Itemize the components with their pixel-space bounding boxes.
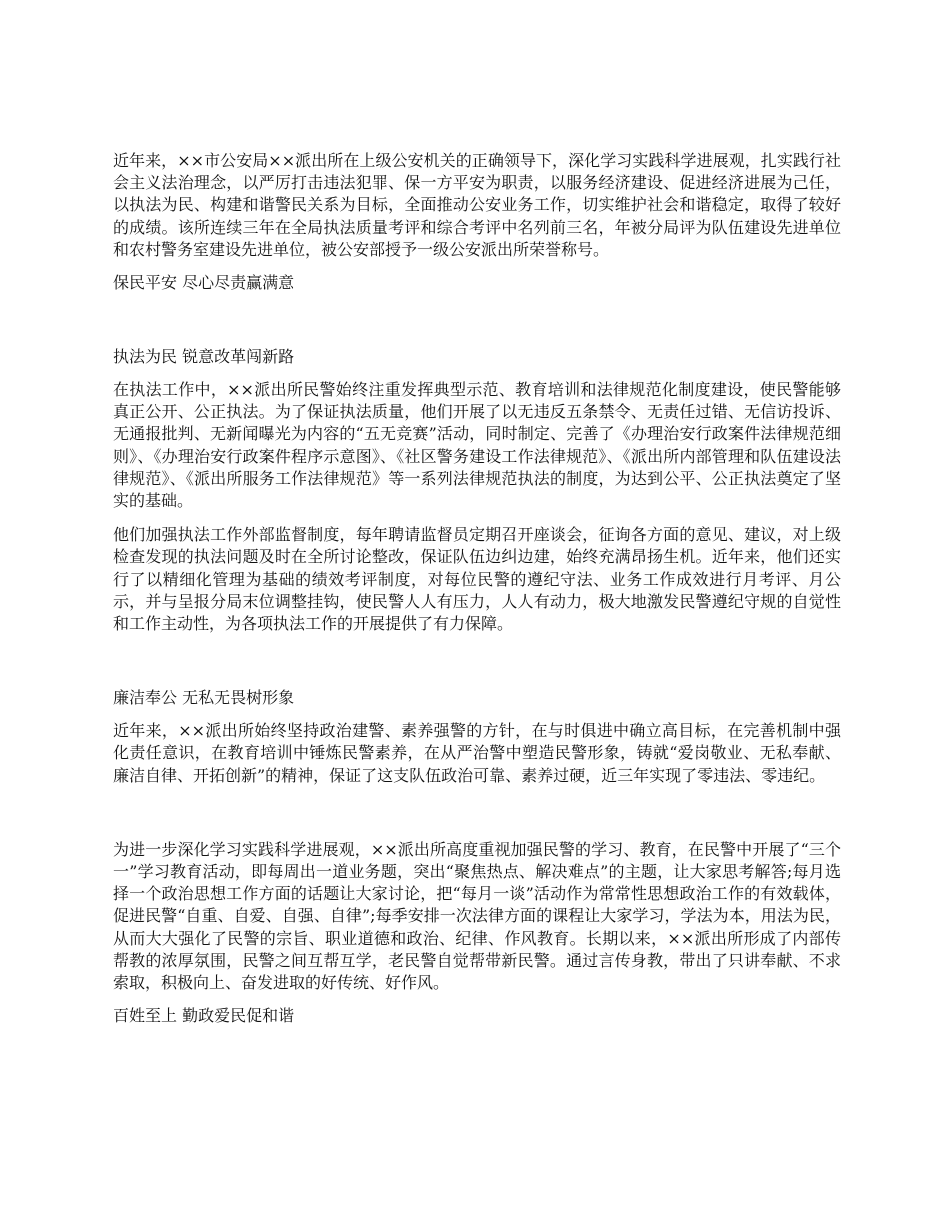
section-heading-people-first: 百姓至上 勤政爱民促和谐	[113, 1006, 295, 1026]
integrity-paragraph: 近年来，××派出所始终坚持政治建警、素养强警的方针，在与时俱进中确立高目标，在完善机制中强化责任意识，在教育培训中锤炼民警素养，在从严治警中塑造民警形象，铸就“爱岗敬业、无私奉献、廉洁自律、开拓创新”的精神，保证了这支队伍政治可靠、素养过硬，近三年实现了零违法、零违纪。	[113, 721, 841, 785]
law-enforcement-paragraph-1: 在执法工作中，××派出所民警始终注重发挥典型示范、教育培训和法律规范化制度建设，使民警能够真正公开、公正执法。为了保证执法质量，他们开展了以无违反五条禁令、无责任过错、无信访投诉、无通报批判、无新闻曝光为内容的“五无竞赛”活动，同时制定、完善了《办理治安行政案件法律规范细则》、《办理治安行政案件程序示意图》、《社区警务建设工作法律规范》、《派出所内部管理和队伍建设法律规范》、《派出所服务工作法律规范》等一系列法律规范执法的制度，为达到公平、公正执法奠定了坚实的基础。	[113, 380, 841, 511]
section-heading-public-safety: 保民平安 尽心尽责赢满意	[113, 273, 295, 293]
section-heading-integrity: 廉洁奉公 无私无畏树形象	[113, 688, 295, 708]
intro-paragraph: 近年来，××市公安局××派出所在上级公安机关的正确领导下，深化学习实践科学进展观，扎实践行社会主义法治理念，以严厉打击违法犯罪、保一方平安为职责，以服务经济建设、促进经济进展为己任，以执法为民、构建和谐警民关系为目标，全面推动公安业务工作，切实维护社会和谐稳定，取得了较好的成绩。该所连续三年在全局执法质量考评和综合考评中名列前三名，年被分局评为队伍建设先进单位和农村警务室建设先进单位，被公安部授予一级公安派出所荣誉称号。	[113, 151, 841, 259]
law-enforcement-paragraph-2: 他们加强执法工作外部监督制度，每年聘请监督员定期召开座谈会，征询各方面的意见、建议，对上级检查发现的执法问题及时在全所讨论整改，保证队伍边纠边建，始终充满昂扬生机。近年来，他们还实行了以精细化管理为基础的绩效考评制度，对每位民警的遵纪守法、业务工作成效进行月考评、月公示，并与呈报分局末位调整挂钩，使民警人人有压力，人人有动力，极大地激发民警遵纪守规的自觉性和工作主动性，为各项执法工作的开展提供了有力保障。	[113, 525, 841, 634]
education-paragraph: 为进一步深化学习实践科学进展观，××派出所高度重视加强民警的学习、教育，在民警中开展了“三个一”学习教育活动，即每周出一道业务题，突出“聚焦热点、解决难点”的主题，让大家思考解答;每月选择一个政治思想工作方面的话题让大家讨论，把“每月一谈”活动作为常常性思想政治工作的有效载体，促进民警“自重、自爱、自强、自律”;每季安排一次法律方面的课程让大家学习，学法为本，用法为民，从而大大强化了民警的宗旨、职业道德和政治、纪律、作风教育。长期以来，××派出所形成了内部传帮教的浓厚氛围，民警之间互帮互学，老民警自觉帮带新民警。通过言传身教，带出了只讲奉献、不求索取，积极向上、奋发进取的好传统、好作风。	[113, 839, 841, 993]
document-page	[113, 150, 841, 1027]
section-heading-law-enforcement: 执法为民 锐意改革闯新路	[113, 347, 295, 367]
